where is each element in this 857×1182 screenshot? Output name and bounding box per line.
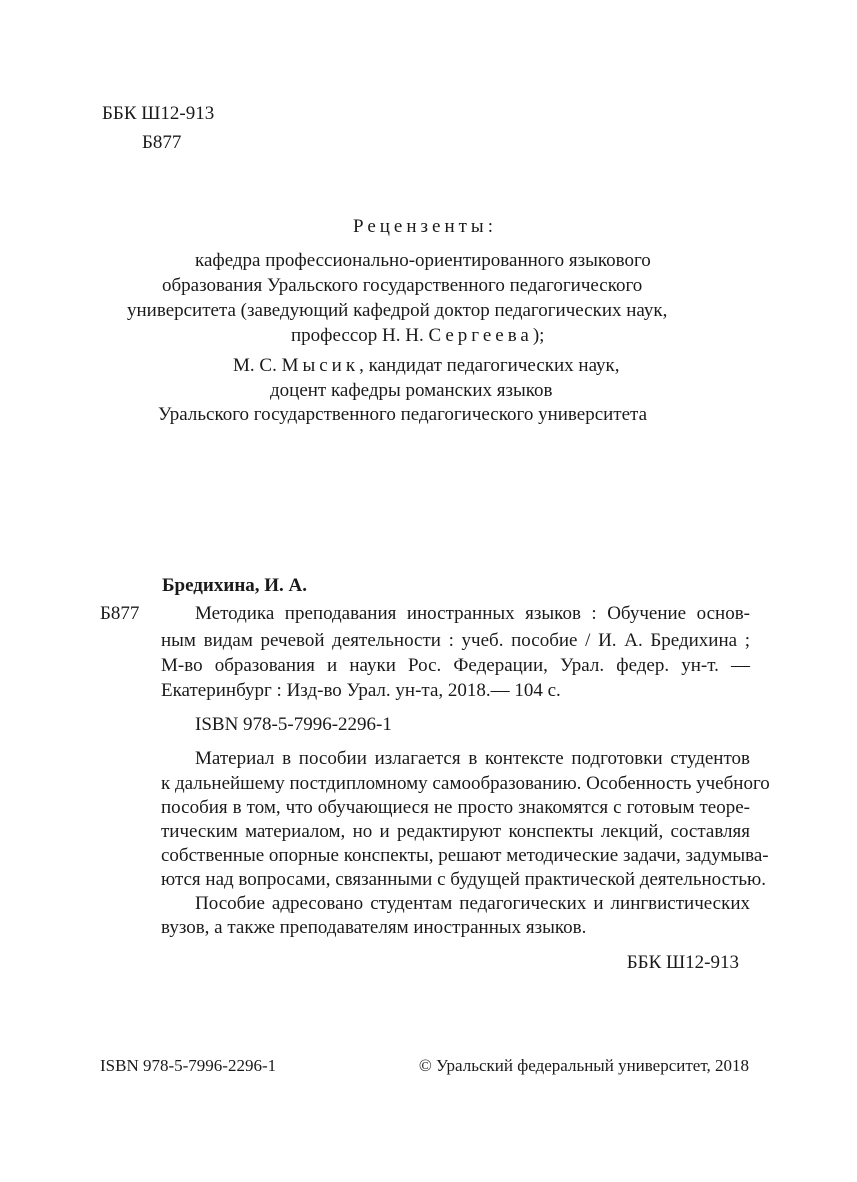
annotation-line-6: ются над вопросами, связанными с будущей практической деятельностью. — [161, 869, 766, 890]
reviewer-line-2: образования Уральского государственного педагогического — [162, 275, 643, 296]
bbk-code-bottom: ББК Ш12-913 — [626, 952, 739, 973]
record-author: Бредихина, И. А. — [162, 575, 308, 596]
reviewer-second-line: М. С. Мысик, кандидат педагогических наук, — [233, 355, 620, 376]
record-title-line-1: Методика преподавания иностранных языков : Обучение основ- — [195, 603, 750, 624]
record-title-line-4: Екатеринбург : Изд-во Урал. ун-та, 2018.— 104 с. — [161, 680, 561, 701]
annotation-line-3: пособия в том, что обучающиеся не просто знакомятся с готовым теоре- — [161, 797, 750, 818]
bbk-code-top: ББК Ш12-913 — [102, 103, 215, 124]
reviewer-professor-name: Сергеева — [428, 325, 533, 346]
record-isbn: ISBN 978-5-7996-2296-1 — [195, 714, 392, 735]
annotation-line-1: Материал в пособии излагается в контексте подготовки студентов — [195, 748, 750, 769]
reviewers-heading: Рецензенты: — [353, 216, 497, 237]
record-sign: Б877 — [100, 603, 140, 624]
record-title-line-2: ным видам речевой деятельности : учеб. пособие / И. А. Бредихина ; — [161, 630, 750, 651]
annotation-line-4: тическим материалом, но и редактируют конспекты лекций, составляя — [161, 821, 750, 842]
record-title-line-3: М-во образования и науки Рос. Федерации, Урал. федер. ун-т. — — [161, 655, 750, 676]
reviewer-second-line-2: доцент кафедры романских языков — [270, 380, 553, 401]
annotation-line-5: собственные опорные конспекты, решают методические задачи, задумыва- — [161, 845, 769, 866]
reviewer-second-line-3: Уральского государственного педагогического университета — [158, 404, 648, 425]
reviewer-second-name: Мысик — [281, 355, 360, 376]
footer-copyright: © Уральский федеральный университет, 2018 — [418, 1056, 749, 1075]
annotation-line-7: Пособие адресовано студентам педагогических и лингвистических — [195, 893, 750, 914]
annotation-line-8: вузов, а также преподавателям иностранных языков. — [161, 917, 587, 938]
reviewer-professor-line: профессор Н. Н. Сергеева); — [291, 325, 545, 346]
annotation-line-2: к дальнейшему постдипломному самообразованию. Особенность учебного — [161, 773, 770, 794]
reviewer-line-3: университета (заведующий кафедрой доктор педагогических наук, — [127, 300, 668, 321]
author-sign-top: Б877 — [142, 132, 182, 153]
footer-isbn: ISBN 978-5-7996-2296-1 — [100, 1056, 277, 1075]
reviewer-line-1: кафедра профессионально-ориентированного языкового — [195, 250, 651, 271]
